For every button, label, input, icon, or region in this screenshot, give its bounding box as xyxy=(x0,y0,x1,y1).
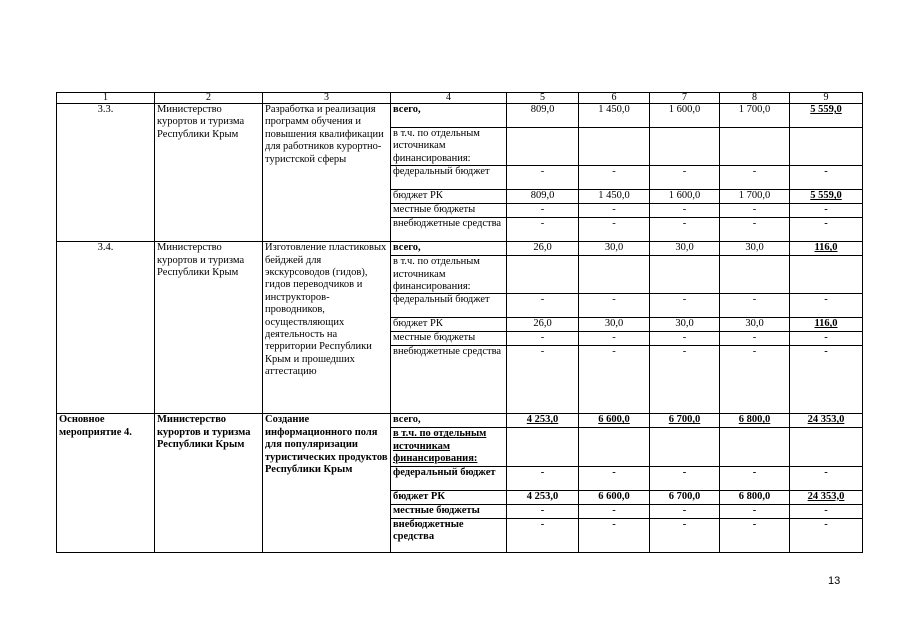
year-value-cell: - xyxy=(507,518,579,552)
executor-cell: Министерство курортов и туризма Республики Крым xyxy=(155,104,263,242)
year-value-cell: - xyxy=(579,346,650,414)
year-value-cell: - xyxy=(720,166,790,190)
year-value-cell: - xyxy=(650,294,720,318)
total-value-cell xyxy=(790,428,863,466)
year-value-cell: 809,0 xyxy=(507,104,579,128)
total-value-cell: 116,0 xyxy=(790,318,863,332)
year-value-cell: - xyxy=(507,166,579,190)
year-value-cell: 1 600,0 xyxy=(650,190,720,204)
column-header: 4 xyxy=(391,93,507,104)
total-value-cell: - xyxy=(790,166,863,190)
year-value-cell: - xyxy=(507,466,579,490)
funding-source-label: внебюджетные средства xyxy=(391,218,507,242)
year-value-cell: 4 253,0 xyxy=(507,414,579,428)
year-value-cell: - xyxy=(507,346,579,414)
column-header: 5 xyxy=(507,93,579,104)
year-value-cell: - xyxy=(507,294,579,318)
year-value-cell xyxy=(579,428,650,466)
year-value-cell: - xyxy=(650,218,720,242)
total-value-cell: 116,0 xyxy=(790,242,863,256)
item-number-cell: Основное мероприятие 4. xyxy=(57,414,155,552)
funding-source-label: федеральный бюджет xyxy=(391,466,507,490)
funding-source-label: внебюджетные средства xyxy=(391,346,507,414)
total-value-cell: 5 559,0 xyxy=(790,104,863,128)
year-value-cell: 30,0 xyxy=(650,242,720,256)
page-number: 13 xyxy=(828,575,841,587)
total-value-cell: - xyxy=(790,346,863,414)
total-value-cell: - xyxy=(790,218,863,242)
year-value-cell: 1 600,0 xyxy=(650,104,720,128)
year-value-cell: - xyxy=(650,204,720,218)
year-value-cell: 30,0 xyxy=(579,318,650,332)
year-value-cell: - xyxy=(650,166,720,190)
year-value-cell: 1 700,0 xyxy=(720,104,790,128)
year-value-cell: - xyxy=(579,466,650,490)
year-value-cell: 4 253,0 xyxy=(507,490,579,504)
funding-source-label: всего, xyxy=(391,414,507,428)
year-value-cell: - xyxy=(507,332,579,346)
total-value-cell: 24 353,0 xyxy=(790,490,863,504)
funding-source-label: федеральный бюджет xyxy=(391,294,507,318)
activity-name-cell: Разработка и реализация программ обучения и повышения квалификации для работников курортно-туристской сферы xyxy=(263,104,391,242)
executor-cell: Министерство курортов и туризма Республики Крым xyxy=(155,242,263,414)
budget-table xyxy=(56,92,863,553)
year-value-cell: 6 700,0 xyxy=(650,490,720,504)
year-value-cell: 26,0 xyxy=(507,318,579,332)
year-value-cell: - xyxy=(650,332,720,346)
year-value-cell xyxy=(507,128,579,166)
total-value-cell: - xyxy=(790,518,863,552)
year-value-cell: - xyxy=(720,332,790,346)
funding-source-label: бюджет РК xyxy=(391,318,507,332)
year-value-cell xyxy=(650,256,720,294)
year-value-cell: - xyxy=(579,504,650,518)
activity-name-cell: Изготовление пластиковых бейджей для экскурсоводов (гидов), гидов переводчиков и инструкторов-проводников, осуществляющих деятельность на территории Республики Крым и прошедших аттестацию xyxy=(263,242,391,414)
year-value-cell: - xyxy=(720,504,790,518)
year-value-cell: - xyxy=(579,204,650,218)
year-value-cell: - xyxy=(720,204,790,218)
total-value-cell: - xyxy=(790,466,863,490)
funding-source-label: бюджет РК xyxy=(391,190,507,204)
year-value-cell: 6 800,0 xyxy=(720,490,790,504)
table-row xyxy=(57,414,863,428)
activity-name-cell: Создание информационного поля для популяризации туристических продуктов Республики Крым xyxy=(263,414,391,552)
total-value-cell: 24 353,0 xyxy=(790,414,863,428)
table-row xyxy=(57,104,863,128)
column-header: 1 xyxy=(57,93,155,104)
year-value-cell: 30,0 xyxy=(579,242,650,256)
funding-source-label: бюджет РК xyxy=(391,490,507,504)
year-value-cell: 6 600,0 xyxy=(579,414,650,428)
total-value-cell: - xyxy=(790,504,863,518)
year-value-cell: - xyxy=(720,518,790,552)
year-value-cell: - xyxy=(650,518,720,552)
year-value-cell: - xyxy=(720,346,790,414)
year-value-cell: 30,0 xyxy=(720,242,790,256)
year-value-cell xyxy=(579,256,650,294)
year-value-cell xyxy=(507,428,579,466)
year-value-cell xyxy=(507,256,579,294)
year-value-cell: - xyxy=(507,204,579,218)
year-value-cell: 6 800,0 xyxy=(720,414,790,428)
year-value-cell: 809,0 xyxy=(507,190,579,204)
year-value-cell xyxy=(720,128,790,166)
year-value-cell: - xyxy=(720,294,790,318)
executor-cell: Министерство курортов и туризма Республики Крым xyxy=(155,414,263,552)
year-value-cell: - xyxy=(507,218,579,242)
column-header: 3 xyxy=(263,93,391,104)
funding-source-label: всего, xyxy=(391,242,507,256)
column-number-row xyxy=(57,93,863,104)
year-value-cell: - xyxy=(650,466,720,490)
year-value-cell xyxy=(720,428,790,466)
year-value-cell: 6 600,0 xyxy=(579,490,650,504)
year-value-cell xyxy=(650,428,720,466)
year-value-cell: - xyxy=(507,504,579,518)
year-value-cell: 26,0 xyxy=(507,242,579,256)
year-value-cell: 1 700,0 xyxy=(720,190,790,204)
column-header: 7 xyxy=(650,93,720,104)
item-number-cell: 3.4. xyxy=(57,242,155,414)
total-value-cell: 5 559,0 xyxy=(790,190,863,204)
funding-source-label: в т.ч. по отдельным источникам финансирования: xyxy=(391,128,507,166)
year-value-cell xyxy=(650,128,720,166)
year-value-cell: - xyxy=(720,218,790,242)
total-value-cell xyxy=(790,128,863,166)
year-value-cell: 30,0 xyxy=(650,318,720,332)
year-value-cell: - xyxy=(579,294,650,318)
funding-source-label: внебюджетные средства xyxy=(391,518,507,552)
year-value-cell: - xyxy=(720,466,790,490)
year-value-cell: - xyxy=(579,332,650,346)
year-value-cell: 1 450,0 xyxy=(579,104,650,128)
year-value-cell: 6 700,0 xyxy=(650,414,720,428)
year-value-cell: 30,0 xyxy=(720,318,790,332)
funding-source-label: всего, xyxy=(391,104,507,128)
column-header: 6 xyxy=(579,93,650,104)
year-value-cell: - xyxy=(579,218,650,242)
item-number-cell: 3.3. xyxy=(57,104,155,242)
year-value-cell xyxy=(579,128,650,166)
year-value-cell: - xyxy=(579,518,650,552)
total-value-cell: - xyxy=(790,204,863,218)
total-value-cell xyxy=(790,256,863,294)
funding-source-label: в т.ч. по отдельным источникам финансирования: xyxy=(391,256,507,294)
year-value-cell: - xyxy=(650,504,720,518)
funding-source-label: в т.ч. по отдельным источникам финансирования: xyxy=(391,428,507,466)
column-header: 8 xyxy=(720,93,790,104)
year-value-cell: 1 450,0 xyxy=(579,190,650,204)
year-value-cell: - xyxy=(650,346,720,414)
year-value-cell: - xyxy=(579,166,650,190)
year-value-cell xyxy=(720,256,790,294)
column-header: 2 xyxy=(155,93,263,104)
table-row xyxy=(57,242,863,256)
total-value-cell: - xyxy=(790,332,863,346)
column-header: 9 xyxy=(790,93,863,104)
funding-source-label: федеральный бюджет xyxy=(391,166,507,190)
funding-source-label: местные бюджеты xyxy=(391,204,507,218)
funding-source-label: местные бюджеты xyxy=(391,504,507,518)
total-value-cell: - xyxy=(790,294,863,318)
funding-source-label: местные бюджеты xyxy=(391,332,507,346)
